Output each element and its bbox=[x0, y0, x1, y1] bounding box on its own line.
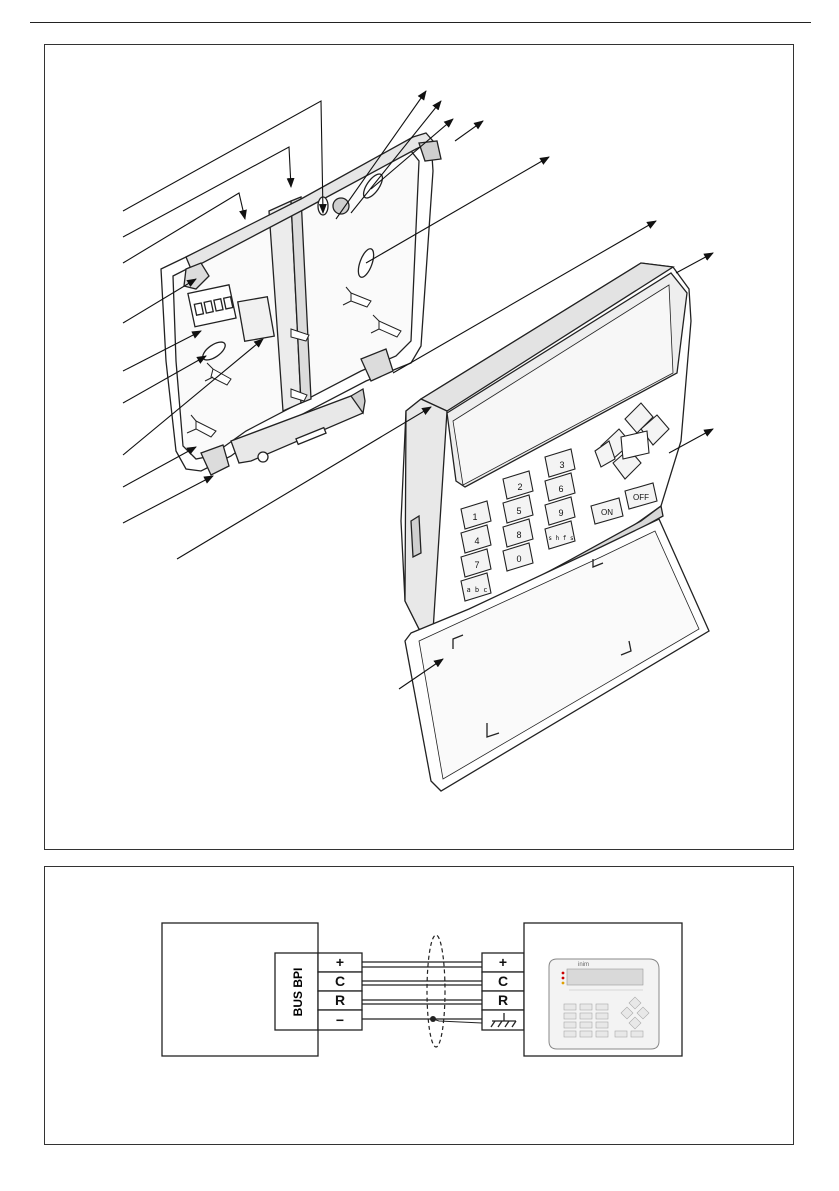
exploded-view-drawing bbox=[45, 45, 795, 851]
left-terminal-plus-label: + bbox=[335, 954, 345, 970]
bus-cable-wires bbox=[362, 962, 482, 1019]
key-2-label: 2 bbox=[517, 482, 523, 492]
key-1-label: 1 bbox=[472, 512, 478, 522]
wiring-diagram-panel bbox=[44, 866, 794, 1145]
key-8-label: 8 bbox=[516, 530, 522, 540]
key-0-label: 0 bbox=[516, 554, 522, 564]
key-5-label: 5 bbox=[516, 506, 522, 516]
wiring-diagram bbox=[45, 867, 795, 1146]
key-off-label: OFF bbox=[633, 493, 649, 502]
right-terminal-r-label: R bbox=[497, 992, 509, 1008]
key-shfs-label: s h f s bbox=[548, 535, 574, 542]
keypad-thumbnail-lcd bbox=[567, 969, 643, 985]
key-6-label: 6 bbox=[558, 484, 564, 494]
key-3-label: 3 bbox=[559, 460, 565, 470]
left-terminal-minus-label: − bbox=[335, 1012, 345, 1028]
key-7-label: 7 bbox=[474, 560, 480, 570]
left-terminal-r-label: R bbox=[334, 992, 346, 1008]
key-4-label: 4 bbox=[474, 536, 480, 546]
left-terminal-c-label: C bbox=[334, 973, 346, 989]
key-abc-label: a b c bbox=[466, 586, 488, 594]
keypad-brand-logo: inim bbox=[578, 962, 590, 968]
key-on-label: ON bbox=[601, 508, 613, 517]
bus-label: BUS BPI bbox=[291, 967, 305, 1017]
key-9-label: 9 bbox=[558, 508, 564, 518]
mounting-base bbox=[161, 133, 441, 475]
cable-shield bbox=[427, 935, 445, 1047]
right-terminal-plus-label: + bbox=[498, 954, 508, 970]
right-terminal-c-label: C bbox=[497, 973, 509, 989]
exploded-view-panel bbox=[44, 44, 794, 850]
page-top-rule bbox=[30, 22, 811, 23]
keypad-thumbnail bbox=[549, 959, 659, 1049]
right-terminal-ground bbox=[482, 1010, 524, 1030]
